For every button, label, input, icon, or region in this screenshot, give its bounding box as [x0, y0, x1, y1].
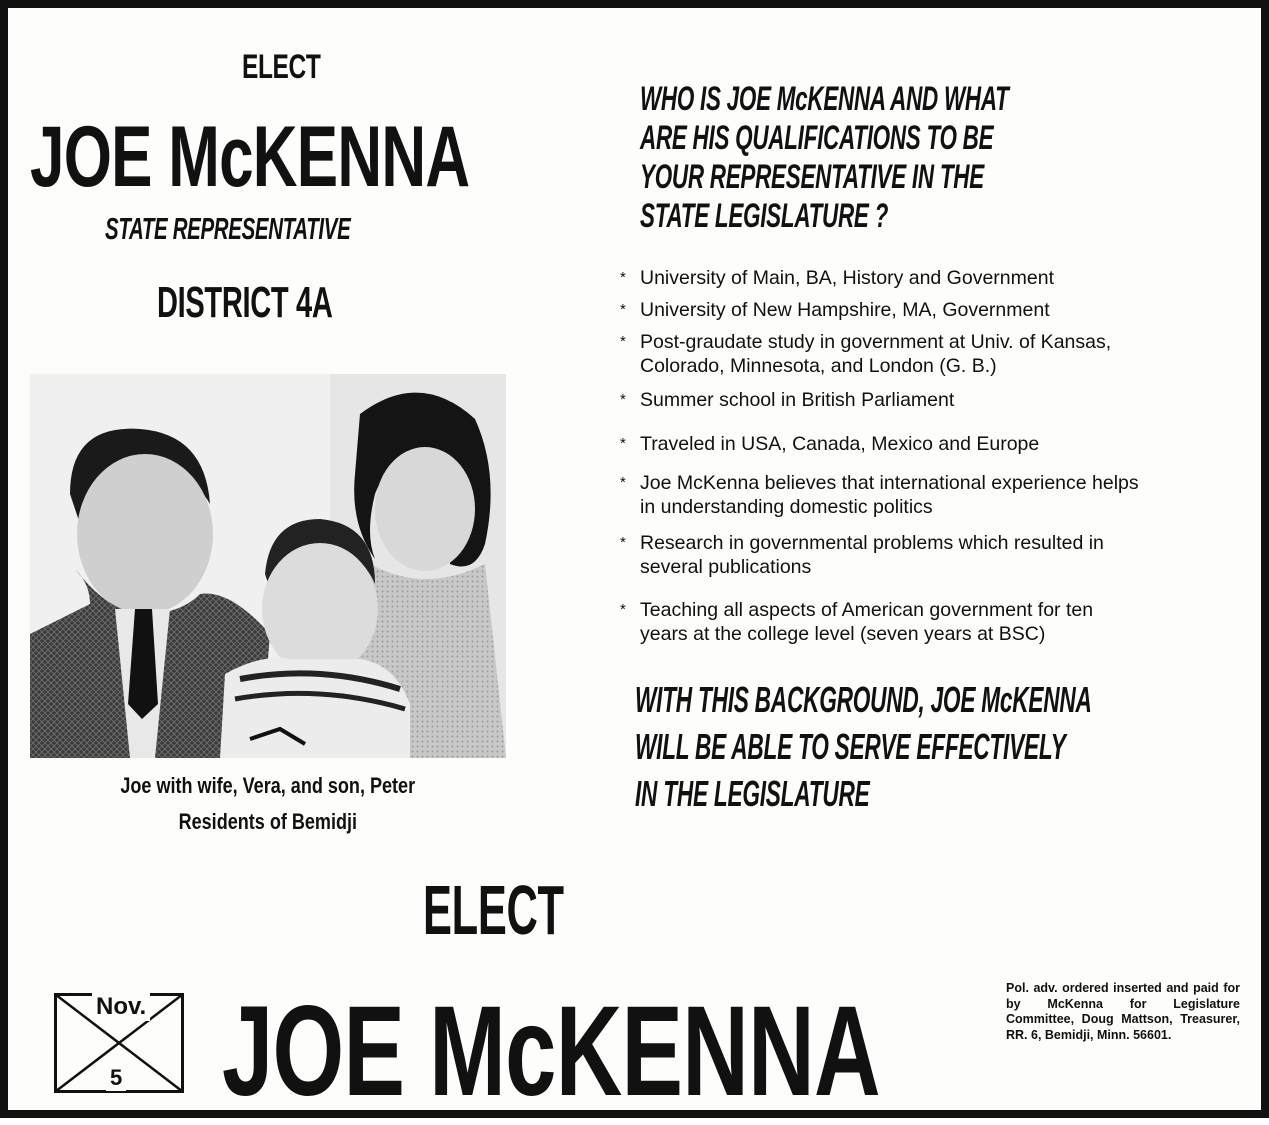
- list-item-text: University of Main, BA, History and Government: [640, 267, 1054, 289]
- star-bullet-icon: *: [620, 391, 626, 408]
- district-label: DISTRICT 4A: [157, 278, 333, 327]
- list-item-text: Summer school in British Parliament: [640, 389, 955, 411]
- list-item-text: Post-graudate study in government at Univ. of Kansas,: [640, 331, 1112, 353]
- ballot-box: [54, 993, 184, 1093]
- ballot-month: Nov.: [92, 993, 150, 1021]
- list-item-text: Colorado, Minnesota, and London (G. B.): [640, 355, 997, 377]
- office-title: STATE REPRESENTATIVE: [105, 211, 351, 246]
- elect-heading: ELECT: [242, 48, 321, 86]
- qualifications-question: [640, 80, 1198, 236]
- list-item-text: Joe McKenna believes that international experience helps: [640, 472, 1139, 494]
- caption-line: Joe with wife, Vera, and son, Peter: [120, 773, 416, 798]
- star-bullet-icon: *: [620, 474, 626, 491]
- ballot-day: 5: [106, 1065, 126, 1091]
- list-item-text: Research in governmental problems which resulted in: [640, 532, 1104, 554]
- star-bullet-icon: *: [620, 435, 626, 452]
- question-line: YOUR REPRESENTATIVE IN THE: [640, 158, 984, 196]
- list-item-text: Teaching all aspects of American government for ten: [640, 599, 1094, 621]
- list-item-text: University of New Hampshire, MA, Government: [640, 299, 1050, 321]
- star-bullet-icon: *: [620, 601, 626, 618]
- question-line: ARE HIS QUALIFICATIONS TO BE: [640, 119, 994, 157]
- conclusion-line: IN THE LEGISLATURE: [635, 773, 870, 814]
- question-line: WHO IS JOE McKENNA AND WHAT: [640, 80, 1009, 118]
- star-bullet-icon: *: [620, 301, 626, 318]
- photo-caption: [30, 768, 506, 840]
- family-photo: [30, 374, 506, 758]
- list-item-text: Traveled in USA, Canada, Mexico and Europe: [640, 433, 1040, 455]
- list-item: [620, 266, 1240, 290]
- list-item: [620, 531, 1240, 579]
- list-item: [620, 432, 1240, 456]
- list-item: [620, 598, 1240, 646]
- political-disclaimer: Pol. adv. ordered inserted and paid for by McKenna for Legislature Committee, Doug Mattson, Treasurer, RR. 6, Bemidji, Minn. 56601.: [1006, 981, 1240, 1042]
- conclusion-statement: [635, 676, 1269, 817]
- list-item-text: in understanding domestic politics: [640, 496, 933, 518]
- list-item: [620, 298, 1240, 322]
- list-item-text: years at the college level (seven years at BSC): [640, 623, 1046, 645]
- candidate-name: JOE McKENNA: [30, 109, 470, 205]
- conclusion-line: WILL BE ABLE TO SERVE EFFECTIVELY: [635, 726, 1066, 767]
- caption-line: Residents of Bemidji: [178, 809, 358, 834]
- question-line: STATE LEGISLATURE ?: [640, 197, 889, 235]
- conclusion-line: WITH THIS BACKGROUND, JOE McKENNA: [635, 679, 1092, 720]
- elect-footer-heading: ELECT: [423, 871, 564, 949]
- list-item: [620, 330, 1240, 378]
- star-bullet-icon: *: [620, 269, 626, 286]
- list-item-text: several publications: [640, 556, 812, 578]
- star-bullet-icon: *: [620, 534, 626, 551]
- star-bullet-icon: *: [620, 333, 626, 350]
- candidate-name-footer: JOE McKENNA: [222, 980, 880, 1123]
- list-item: [620, 388, 1240, 412]
- list-item: [620, 471, 1240, 519]
